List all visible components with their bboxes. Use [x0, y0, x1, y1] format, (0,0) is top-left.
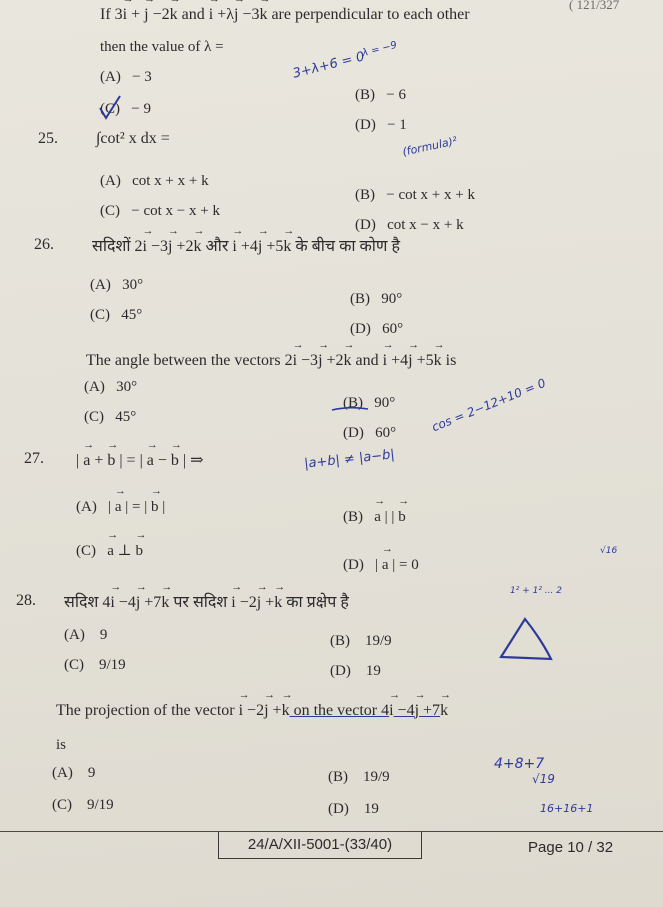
- q26-hi-option-d: (D) 60°: [350, 321, 404, 337]
- handwritten-q26-note: cos = 2−12+10 = 0: [429, 375, 548, 435]
- q27-stem: | → a + → b | = | → a − → b | ⇒: [76, 452, 204, 470]
- q28-en-option-c: (C) 9/19: [52, 797, 114, 813]
- handwritten-q28-top-note: 1² + 1² ... 2: [510, 586, 562, 596]
- q24-option-a: (A) − 3: [100, 69, 152, 85]
- q27-number: 27.: [24, 450, 44, 467]
- handwritten-q27-note: |a+b| ≠ |a−b|: [303, 447, 396, 472]
- page-reference: ( 121/327: [569, 0, 620, 12]
- tick-mark-q24: [96, 94, 126, 124]
- q28-en-option-b: (B) 19/9: [328, 769, 390, 785]
- q25-option-b: (B) − cot x + x + k: [355, 187, 475, 203]
- q26-hi-option-c: (C) 45°: [90, 307, 143, 323]
- q28-en-option-a: (A) 9: [52, 765, 96, 781]
- q27-option-b: (B) → a | | → b: [343, 508, 406, 526]
- q26-en-option-c: (C) 45°: [84, 409, 137, 425]
- handwritten-q24-note2: λ = −9: [361, 39, 399, 60]
- answer-underline-q26: [330, 404, 370, 414]
- handwritten-q28-side-note: √16: [600, 546, 618, 556]
- q28-hi-option-c: (C) 9/19: [64, 657, 126, 673]
- q26-hi-option-a: (A) 30°: [90, 277, 144, 293]
- q27-option-a: (A) | → a | = | → b |: [76, 498, 165, 516]
- q24-stem: If 3→ i + → j −2→ k and → i +λ→ j −3→ k are perpendicular to each other: [100, 6, 470, 24]
- paper-code: 24/A/XII-5001-(33/40): [218, 832, 422, 859]
- q26-stem-english: The angle between the vectors 2→ i −3→ j +2→ k and → i +4→ j +5→ k is: [86, 352, 456, 370]
- handwritten-q25-note: (formula)²: [401, 134, 459, 159]
- q28-stem-english-line2: is: [56, 737, 67, 753]
- q26-hi-option-b: (B) 90°: [350, 291, 403, 307]
- q28-number: 28.: [16, 592, 36, 609]
- page-number: Page 10 / 32: [528, 839, 614, 856]
- q26-stem-hindi: सदिशों 2→ i −3→ j +2→ k और → i +4→ j +5→ k के बीच का कोण है: [92, 238, 400, 256]
- handwritten-q28-calc3: 16+16+1: [540, 802, 594, 815]
- q28-stem-english: The projection of the vector → i −2→ j +→ k on the vector 4→ i −4→ j +7→ k: [56, 702, 448, 720]
- handwritten-q28-calc1: 4+8+7: [494, 756, 545, 772]
- q24-option-d: (D) − 1: [355, 117, 407, 133]
- q26-en-option-b: (B) 90°: [343, 395, 396, 411]
- q28-hi-option-a: (A) 9: [64, 627, 108, 643]
- q24-option-c: (C) − 9: [100, 101, 151, 117]
- q26-en-option-d: (D) 60°: [343, 425, 397, 441]
- handwritten-triangle-sketch: [495, 613, 557, 665]
- q25-number: 25.: [38, 130, 58, 147]
- q28-stem-hindi: सदिश 4→ i −4→ j +7→ k पर सदिश → i −2→ j +→ k का प्रक्षेप है: [64, 594, 349, 612]
- q25-option-d: (D) cot x − x + k: [355, 217, 464, 233]
- q26-number: 26.: [34, 236, 54, 253]
- q26-en-option-a: (A) 30°: [84, 379, 138, 395]
- handwritten-q24-note: 3+λ+6 = 0: [291, 49, 367, 82]
- q24-stem-line2: then the value of λ =: [100, 39, 224, 55]
- q25-stem: ∫cot² x dx =: [96, 130, 170, 147]
- q28-hi-option-b: (B) 19/9: [330, 633, 392, 649]
- q27-option-c: (C) → a ⊥ → b: [76, 542, 143, 560]
- handwritten-q28-calc2: √19: [532, 772, 555, 786]
- q27-option-d: (D) | → a | = 0: [343, 556, 419, 574]
- q24-option-b: (B) − 6: [355, 87, 406, 103]
- q28-hi-option-d: (D) 19: [330, 663, 381, 679]
- q25-option-c: (C) − cot x − x + k: [100, 203, 220, 219]
- q25-option-a: (A) cot x + x + k: [100, 173, 209, 189]
- q28-en-option-d: (D) 19: [328, 801, 379, 817]
